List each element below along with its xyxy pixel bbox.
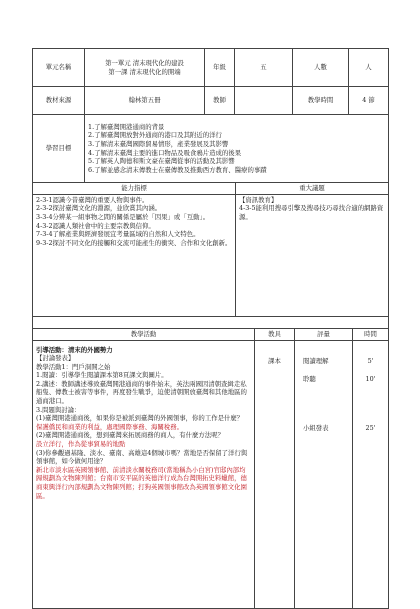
issue-item: 4-3-5能利用搜尋引擎及搜尋技巧尋找合適的網路資源。: [239, 204, 384, 221]
assessment-item: 閱讀理解: [303, 356, 329, 365]
people-unit: 人: [349, 49, 389, 87]
goal-item: 1.了解臺灣開港通商的背景: [88, 122, 165, 131]
teacher-label: 教師: [205, 87, 235, 115]
source-value: 翰林第五冊: [85, 87, 205, 115]
time-item: 10': [365, 375, 376, 384]
activity-line: 2.講述：教師講述導致臺灣開港通商的事件始末，英法兩國因清朝查緝走私船隻、傳教士被害等事件，再度發生戰爭，迫使清朝開放臺灣和其他地區的通商港口。: [36, 379, 247, 406]
unit-title: 第一單元 清末現代化的建設 第一課 清末現代化的開端: [85, 49, 205, 87]
time-cell: [353, 340, 389, 608]
goals-list: [85, 115, 389, 183]
activity-table: [32, 328, 389, 609]
activity-material: 教學活動1：門戶洞開之始: [36, 362, 111, 371]
ability-item: 7-3-4了解產業與經濟發展宜考量區域的自然和人文特色。: [36, 230, 200, 239]
answer-1: 保護僑民和商業的利益，處理國際事務、海關稅務。: [36, 422, 183, 431]
time-header: 時間: [353, 328, 389, 340]
unit-name-label: 單元名稱: [33, 49, 85, 87]
aids-header: 教具: [255, 328, 295, 340]
question-1: (1)臺灣開港通商後，如果你是被派到臺灣的外國領事，你的工作是什麼？: [36, 414, 244, 423]
assessment-header: 評量: [295, 328, 353, 340]
spacer-row: [33, 316, 389, 328]
aids-cell: 課本: [255, 340, 295, 608]
answer-2: 設立洋行，作為從事貿易的地點: [36, 440, 126, 449]
time-item: 5': [367, 356, 374, 365]
answer-3: 新北市淡水區英國領事館、前清淡水關稅務司(當地稱為小白宮)官邸內部均歸規劃為文物陳列館；台南市安平區的英德洋行成為台灣開拓史料蠟館，德商東興洋行內部規劃為文物陳列館；打狗英國領事館改為英國領事館文化園區。: [36, 465, 247, 500]
activity-title: 引導活動：清末的外國勢力: [36, 345, 113, 354]
activity-group: 【討論發表】: [36, 354, 75, 363]
activity-line: 3.問題與討論：: [36, 405, 81, 414]
indicator-table: [32, 182, 389, 328]
activity-line: 1.閱讀：引導學生閱讀課本第8頁課文與圖片。: [36, 371, 168, 380]
grade-label: 年級: [205, 49, 235, 87]
question-3: (3)你參觀過基隆、淡水、臺南、高雄這4個城市嗎？當地是否保留了洋行與領事館，如今做何用途？: [36, 448, 248, 466]
lesson-plan: [32, 48, 388, 609]
people-label: 人數: [293, 49, 349, 87]
ability-item: 9-3-2探討不同文化的接觸和交流可能產生的衝突、合作和文化創新。: [36, 238, 232, 247]
goal-item: 4.了解清末臺灣主要的進口物品及吸食鴉片造成的後果: [88, 148, 242, 157]
activity-content: [33, 340, 255, 608]
assessment-item: 小組發表: [303, 423, 329, 432]
ability-item: 2-3-2探討臺灣文化的淵源，並欣賞其內涵。: [36, 204, 162, 213]
activity-header: 教學活動: [33, 328, 255, 340]
ability-item: 3-3-4分辨某一組事物之間的關係是屬於「因果」或「互動」。: [36, 212, 210, 221]
ability-list: [33, 194, 236, 316]
goal-item: 3.了解清末臺灣國際貿易情形，產業發展及其影響: [88, 139, 229, 148]
assessment-item: 聆聽: [303, 375, 316, 384]
time-value: 4 節: [349, 87, 389, 115]
goal-item: 5.了解英人陶德和斯文豪在臺灣從事的活動及其影響: [88, 157, 235, 166]
ability-header: 能力指標: [33, 183, 236, 195]
goals-label: 學習目標: [33, 115, 85, 183]
source-label: 教材來源: [33, 87, 85, 115]
issue-header: 重大議題: [236, 183, 389, 195]
question-2: (2)臺灣開港通商後，想到臺灣來拓展商務的商人，有什麼方法呢？: [36, 431, 224, 440]
ability-item: 2-3-1認識今昔臺灣的重要人物與事件。: [36, 195, 149, 204]
goal-item: 2.了解臺灣開放對外通商的港口及其附近的洋行: [88, 131, 222, 140]
time-item: 25': [365, 423, 376, 432]
issue-item: 【資訊教育】: [239, 195, 278, 204]
info-table: [32, 48, 389, 183]
time-label: 教學時間: [293, 87, 349, 115]
teacher-value: [235, 87, 293, 115]
assessment-cell: [295, 340, 353, 608]
ability-item: 4-3-2認識人類社會中的主要宗教與信仰。: [36, 221, 155, 230]
issue-list: [236, 194, 389, 316]
grade-value: 五: [235, 49, 293, 87]
goal-item: 6.了解並感念清末傳教士在臺傳教及推動西方教育、醫療的事蹟: [88, 165, 267, 174]
